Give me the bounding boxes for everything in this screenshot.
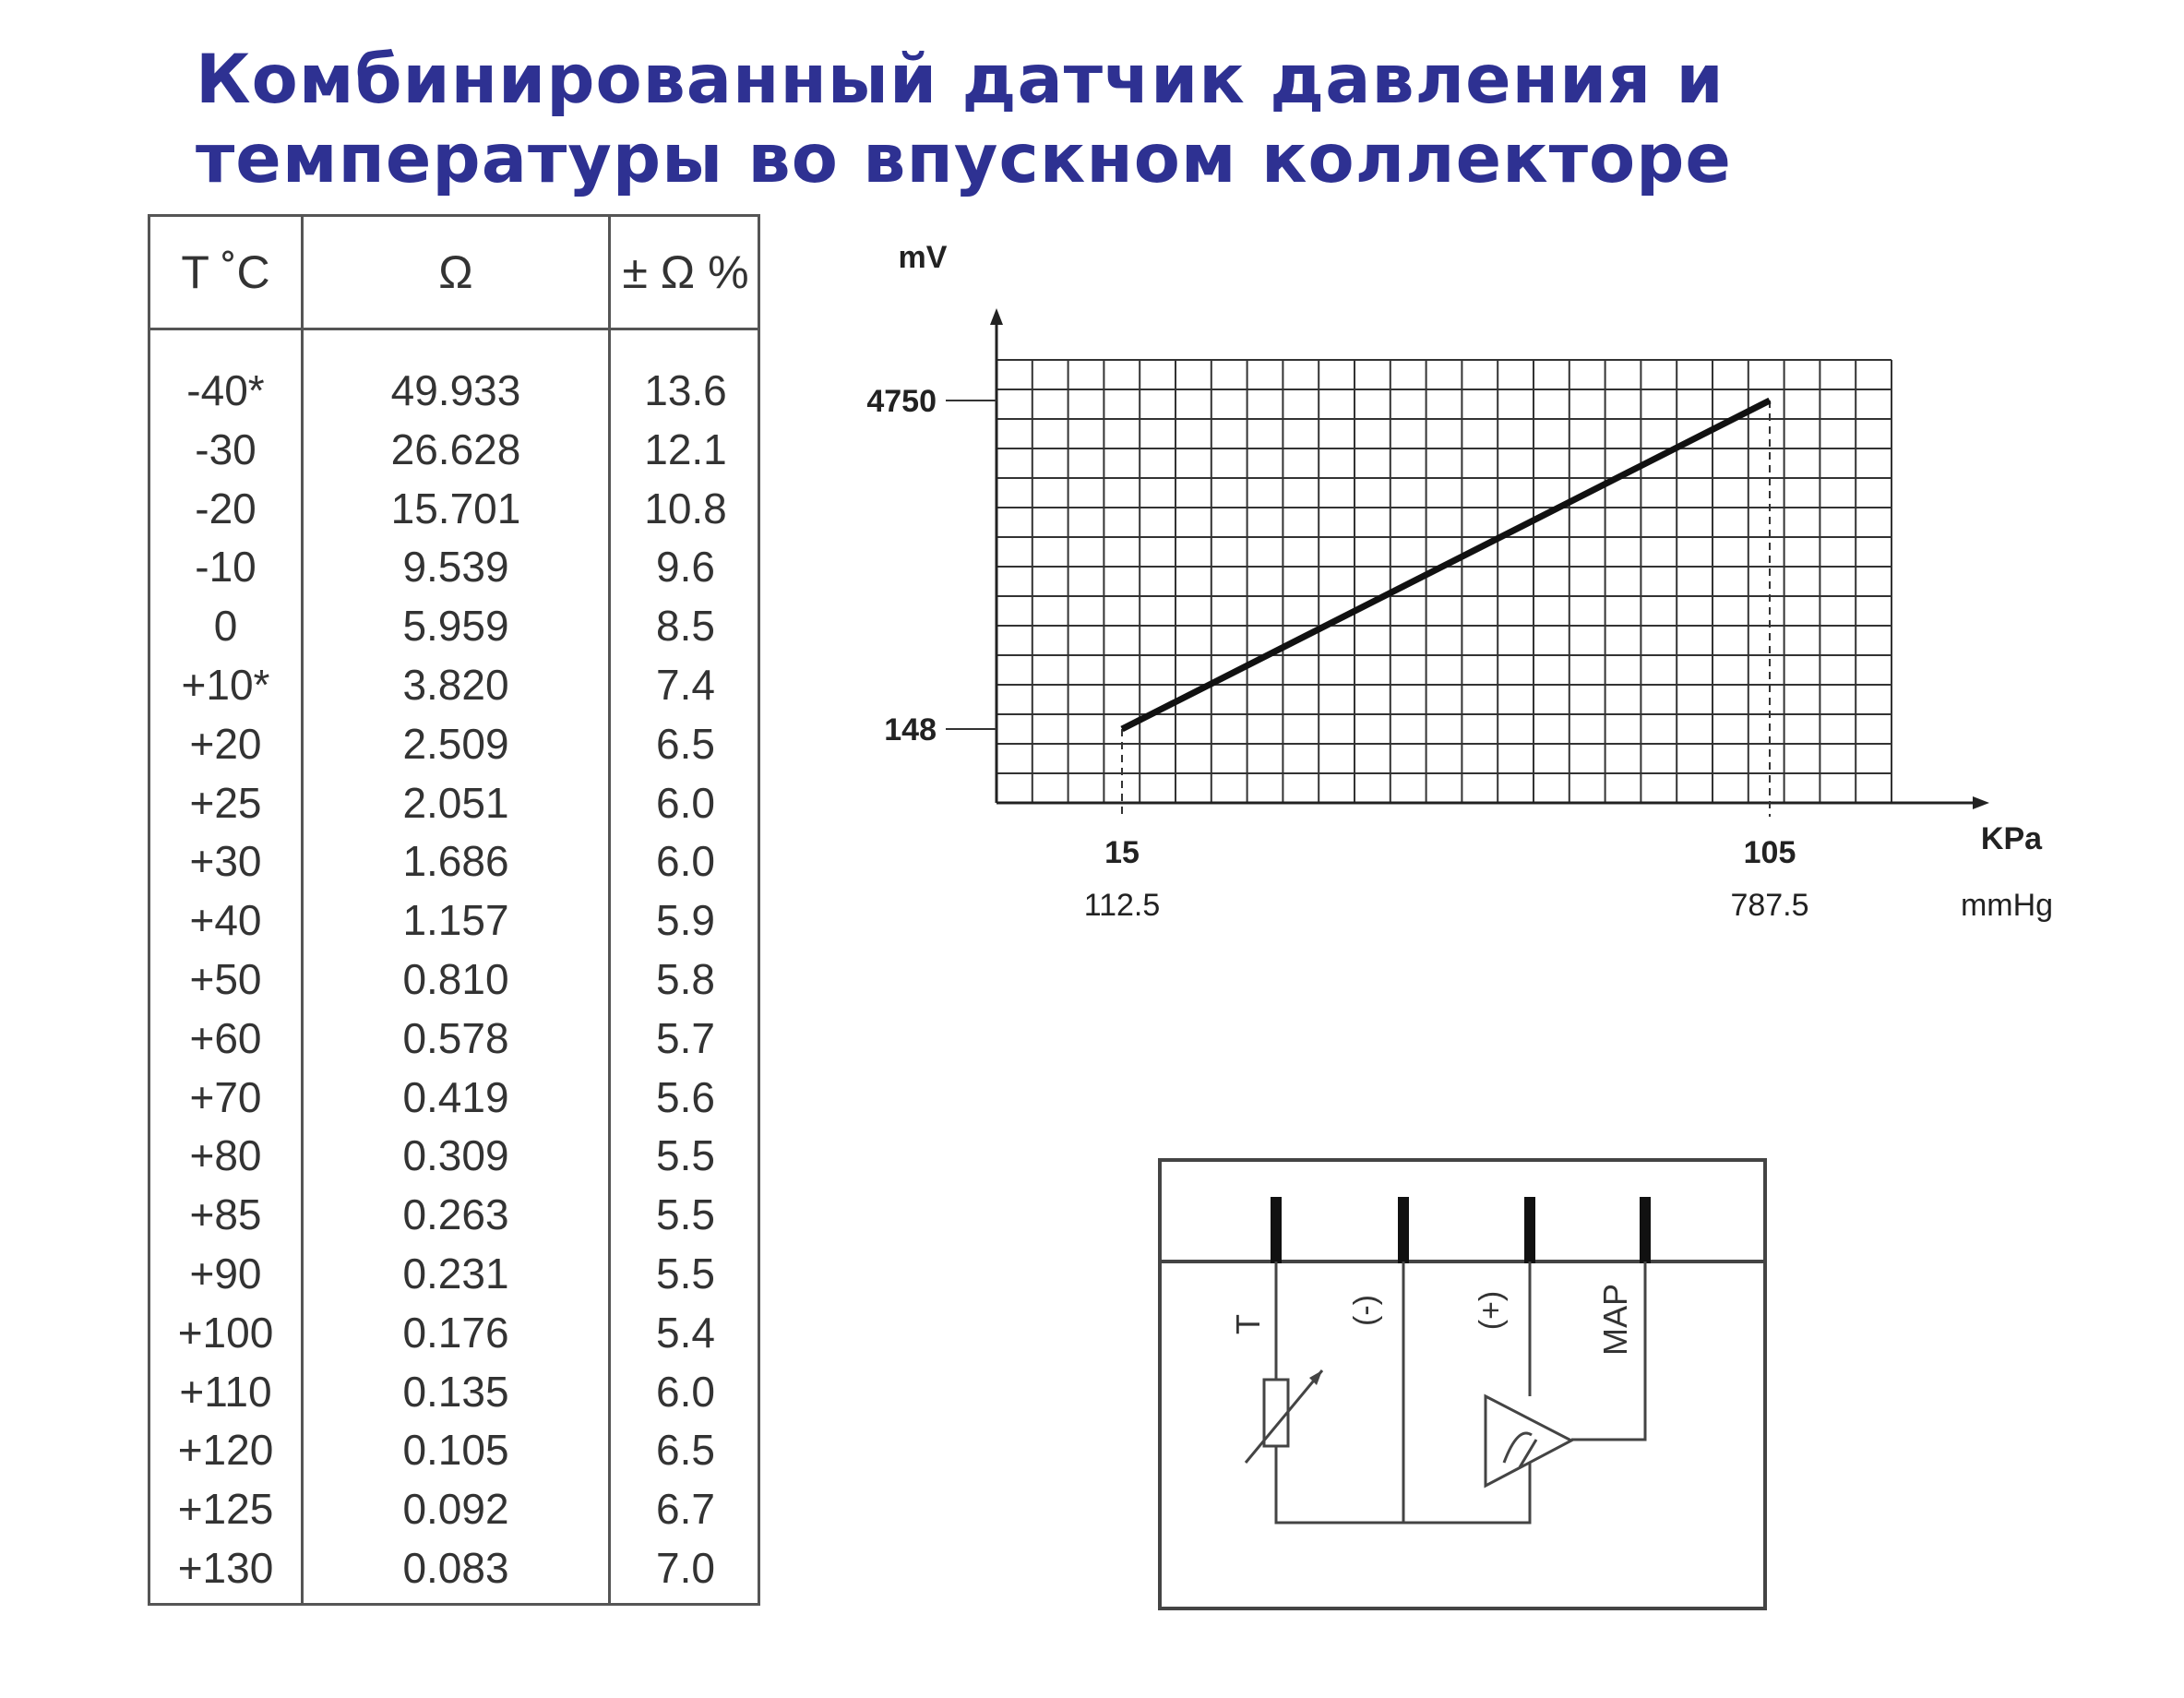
y-tick-label: 148 (884, 712, 937, 747)
label-plus: (+) (1474, 1290, 1509, 1331)
pin-t (1271, 1197, 1282, 1263)
cell-tolerance: 5.5 (656, 1190, 715, 1239)
cell-temperature: -40* (186, 366, 265, 414)
cell-temperature: +130 (177, 1543, 274, 1592)
table-row (150, 1303, 758, 1362)
title-line-2: температуры во впускном коллекторе (196, 120, 1732, 198)
cell-tolerance: 13.6 (644, 366, 727, 414)
cell-resistance: 0.105 (402, 1426, 509, 1475)
cell-temperature: +70 (189, 1072, 262, 1121)
y-axis-arrow (990, 308, 1003, 325)
label-map: MAP (1596, 1283, 1634, 1357)
cell-tolerance: 6.5 (656, 719, 715, 768)
cell-tolerance: 6.7 (656, 1485, 715, 1534)
cell-tolerance: 6.0 (656, 1367, 715, 1416)
table-row (150, 361, 758, 420)
table-body (150, 361, 758, 1597)
connector-pins (1271, 1197, 1651, 1263)
cell-resistance: 0.231 (402, 1249, 509, 1297)
x-axis-label: KPa (1980, 821, 2043, 856)
cell-tolerance: 5.5 (656, 1249, 715, 1297)
table-row (150, 537, 758, 596)
table-row (150, 479, 758, 538)
cell-resistance: 0.309 (402, 1131, 509, 1180)
table-row (150, 596, 758, 655)
circuit-wires (1276, 1262, 1645, 1523)
cell-tolerance: 5.8 (656, 954, 715, 1003)
cell-temperature: +20 (189, 719, 262, 768)
cell-resistance: 1.157 (402, 896, 509, 945)
cell-temperature: -10 (195, 543, 257, 592)
table-row (150, 1362, 758, 1421)
table-header-divider (150, 328, 758, 330)
cell-resistance: 1.686 (402, 837, 509, 886)
table-row (150, 831, 758, 891)
y-axis-label: mV (898, 240, 948, 275)
cell-tolerance: 9.6 (656, 543, 715, 592)
cell-temperature: +40 (189, 896, 262, 945)
y-tick-label: 4750 (866, 384, 937, 419)
sensor-schematic (1158, 1158, 1767, 1610)
cell-temperature: -20 (195, 484, 257, 532)
table-row (150, 950, 758, 1009)
table-row (150, 891, 758, 950)
cell-resistance: 2.509 (402, 719, 509, 768)
series-line (1122, 401, 1770, 729)
cell-resistance: 2.051 (402, 778, 509, 827)
cell-resistance: 26.628 (390, 424, 521, 473)
cell-tolerance: 5.5 (656, 1131, 715, 1180)
cell-temperature: +30 (189, 837, 262, 886)
table-row (150, 420, 758, 479)
cell-temperature: 0 (213, 602, 238, 651)
schematic-frame (1160, 1160, 1765, 1608)
table-row (150, 773, 758, 832)
cell-resistance: 0.092 (402, 1485, 509, 1534)
cell-resistance: 3.820 (402, 660, 509, 709)
table-row (150, 1185, 758, 1244)
cell-tolerance: 12.1 (644, 424, 727, 473)
cell-tolerance: 7.4 (656, 660, 715, 709)
cell-tolerance: 5.9 (656, 896, 715, 945)
cell-tolerance: 8.5 (656, 602, 715, 651)
cell-tolerance: 6.0 (656, 778, 715, 827)
x-tick-label: 15 (1104, 835, 1140, 870)
cell-tolerance: 6.0 (656, 837, 715, 886)
cell-temperature: +60 (189, 1013, 262, 1062)
cell-temperature: +80 (189, 1131, 262, 1180)
cell-resistance: 49.933 (390, 366, 521, 414)
table-row (150, 1479, 758, 1538)
table-row (150, 1244, 758, 1303)
cell-temperature: +50 (189, 954, 262, 1003)
cell-resistance: 0.176 (402, 1308, 509, 1357)
header-resistance: Ω (438, 246, 473, 298)
label-t: T (1229, 1314, 1267, 1334)
cell-tolerance: 5.7 (656, 1013, 715, 1062)
cell-resistance: 0.263 (402, 1190, 509, 1239)
cell-tolerance: 7.0 (656, 1543, 715, 1592)
cell-resistance: 0.578 (402, 1013, 509, 1062)
x-tick-label: 105 (1743, 835, 1796, 870)
x-axis-arrow (1973, 796, 1989, 809)
cell-resistance: 0.083 (402, 1543, 509, 1592)
cell-temperature: +110 (179, 1367, 272, 1416)
x-tick-label-mmhg: 787.5 (1730, 888, 1809, 923)
table-row (150, 655, 758, 714)
cell-resistance: 0.810 (402, 954, 509, 1003)
cell-tolerance: 5.6 (656, 1072, 715, 1121)
cell-tolerance: 5.4 (656, 1308, 715, 1357)
table-row (150, 1126, 758, 1185)
table-row (150, 1420, 758, 1479)
cell-resistance: 5.959 (402, 602, 509, 651)
x-axis-label-secondary: mmHg (1960, 888, 2054, 923)
page-title (196, 41, 2041, 199)
cell-temperature: +25 (189, 778, 262, 827)
cell-temperature: +10* (181, 660, 270, 709)
cell-resistance: 9.539 (402, 543, 509, 592)
cell-resistance: 0.419 (402, 1072, 509, 1121)
title-line-1: Комбинированный датчик давления и (196, 41, 1725, 119)
pin-map (1640, 1197, 1651, 1263)
table-row (150, 1538, 758, 1597)
cell-resistance: 0.135 (402, 1367, 509, 1416)
cell-tolerance: 10.8 (644, 484, 727, 532)
cell-temperature: +90 (189, 1249, 262, 1297)
table-row (150, 1068, 758, 1127)
resistance-table (148, 214, 760, 1606)
x-tick-label-mmhg: 112.5 (1083, 888, 1161, 923)
cell-resistance: 15.701 (390, 484, 521, 532)
cell-temperature: +120 (177, 1426, 274, 1475)
cell-temperature: +100 (177, 1308, 274, 1357)
cell-temperature: -30 (195, 424, 257, 473)
pressure-voltage-chart (830, 221, 2122, 960)
cell-tolerance: 6.5 (656, 1426, 715, 1475)
cell-temperature: +125 (177, 1485, 274, 1534)
header-temperature: T ˚C (181, 246, 270, 298)
pin-minus (1398, 1197, 1409, 1263)
table-row (150, 1009, 758, 1068)
header-tolerance: ± Ω % (622, 246, 749, 298)
cell-temperature: +85 (189, 1190, 262, 1239)
label-minus: (-) (1348, 1295, 1383, 1326)
pin-plus (1524, 1197, 1535, 1263)
table-row (150, 714, 758, 773)
